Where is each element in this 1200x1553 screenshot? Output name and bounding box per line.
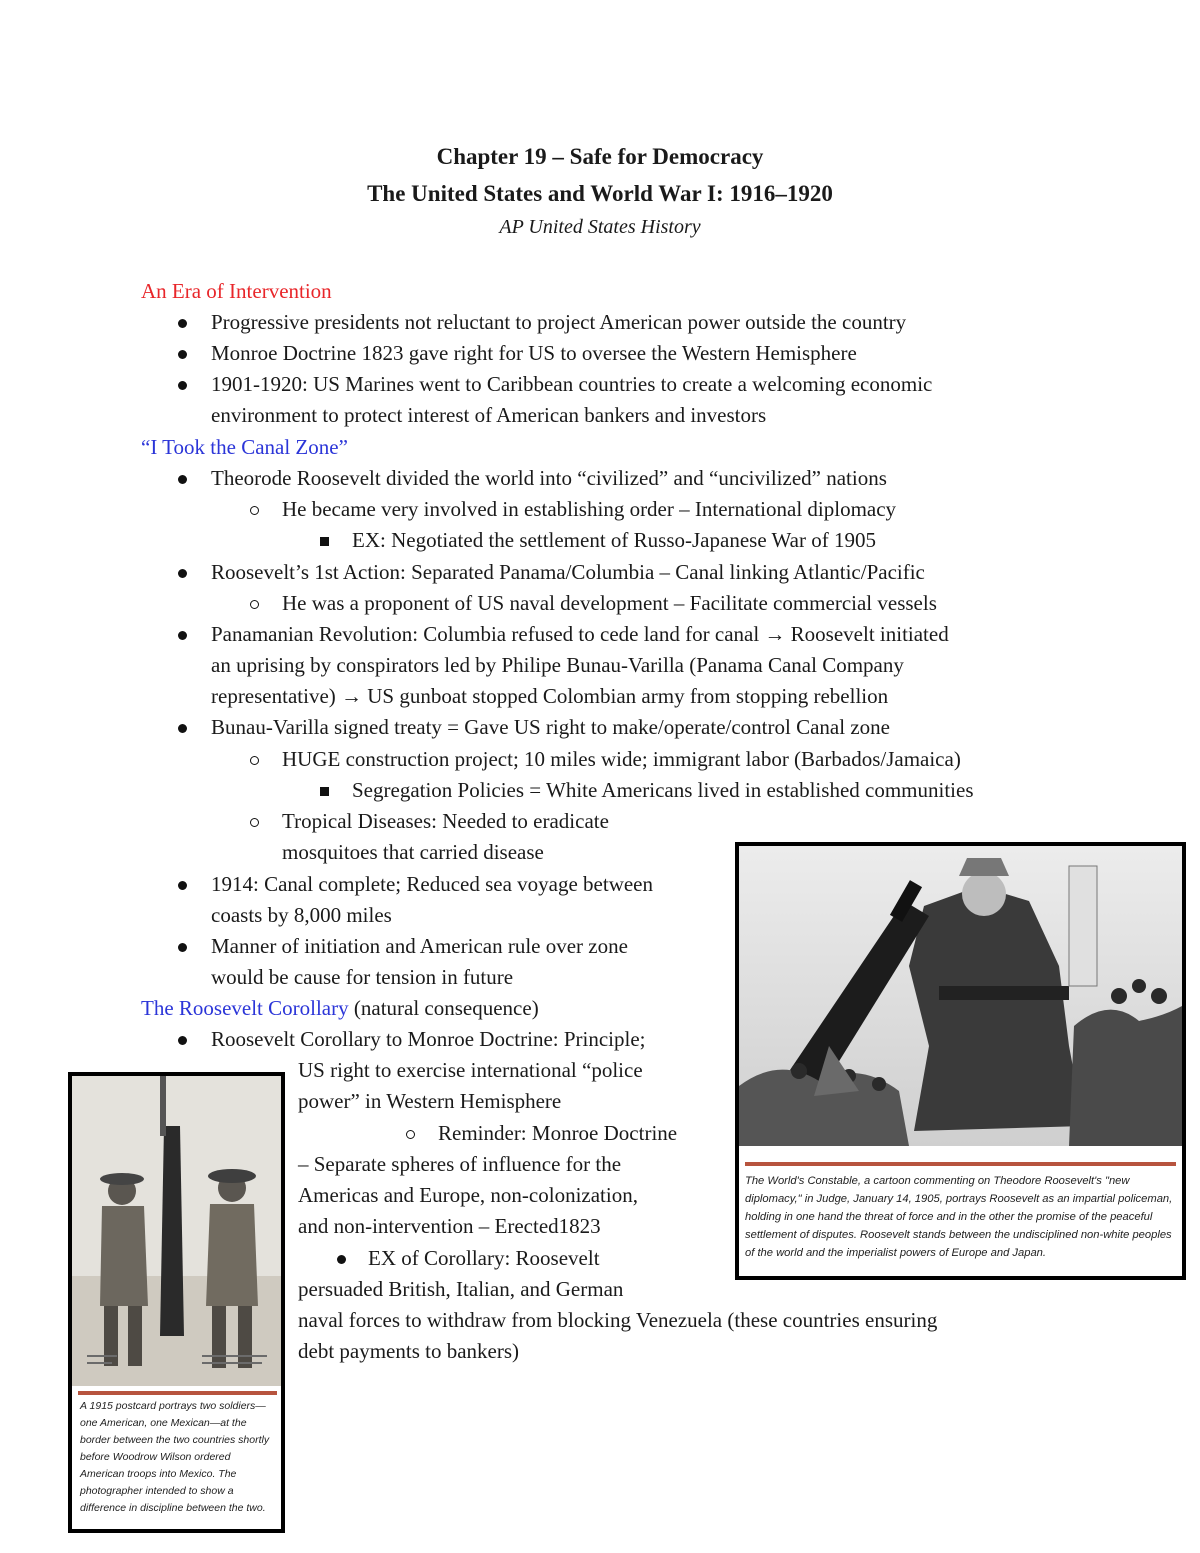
section-heading-era: An Era of Intervention (141, 279, 332, 303)
bullet-disc-icon (178, 569, 187, 578)
bullet-square-icon (320, 537, 329, 546)
page-subtitle: The United States and World War I: 1916–1920 (367, 181, 833, 206)
caption-divider (78, 1391, 277, 1395)
list-item: 1914: Canal complete; Reduced sea voyage between (211, 872, 654, 896)
bullet-circle-icon (250, 600, 259, 609)
list-item-continuation: debt payments to bankers) (298, 1339, 520, 1363)
section-heading-corollary: The Roosevelt Corollary (141, 996, 349, 1020)
bullet-square-icon (320, 787, 329, 796)
bullet-disc-icon (178, 724, 187, 733)
bullet-circle-icon (250, 818, 259, 827)
list-item-continuation: persuaded British, Italian, and German (298, 1277, 624, 1301)
list-item-continuation: power” in Western Hemisphere (298, 1089, 562, 1113)
bullet-disc-icon (178, 381, 187, 390)
list-item-continuation: mosquitoes that carried disease (282, 840, 544, 864)
list-item-continuation: – Separate spheres of influence for the (298, 1152, 622, 1176)
bullet-disc-icon (178, 475, 187, 484)
postcard-caption: A 1915 postcard portrays two soldiers—one American, one Mexican—at the border between the two countries shortly before Woodrow Wilson ordered American troops into Mexico. The photographer intended to show a difference in discipline between the two. (80, 1400, 270, 1514)
list-item: He became very involved in establishing order – International diplomacy (282, 497, 897, 521)
list-item-continuation: US right to exercise international “police (298, 1058, 643, 1082)
caption-divider (745, 1162, 1176, 1166)
list-item: Theorode Roosevelt divided the world into “civilized” and “uncivilized” nations (211, 466, 887, 490)
bullet-disc-icon (178, 319, 187, 328)
bullet-circle-icon (406, 1130, 415, 1139)
list-item: HUGE construction project; 10 miles wide; immigrant labor (Barbados/Jamaica) (282, 747, 961, 771)
list-item: Roosevelt’s 1st Action: Separated Panama/Columbia – Canal linking Atlantic/Pacific (211, 560, 925, 584)
list-item: Progressive presidents not reluctant to project American power outside the country (211, 310, 907, 334)
list-item: Roosevelt Corollary to Monroe Doctrine: Principle; (211, 1027, 646, 1051)
list-item: EX of Corollary: Roosevelt (368, 1246, 600, 1270)
list-item-continuation: coasts by 8,000 miles (211, 903, 392, 927)
bullet-disc-icon (178, 631, 187, 640)
list-item-continuation: representative) → US gunboat stopped Colombian army from stopping rebellion (211, 684, 889, 708)
cartoon-caption: The World's Constable, a cartoon commenting on Theodore Roosevelt's "new diplomacy," in Judge, January 14, 1905, portrays Roosevelt as an impartial policeman, holding in one hand the threat of force and in the other the promise of the peaceful settlement of disputes. Roosevelt stands between the undisciplined non-white peoples of the world and the imperialist powers of Europe and Japan. (745, 1175, 1173, 1259)
list-item-continuation: environment to protect interest of American bankers and investors (211, 403, 767, 427)
list-item: Monroe Doctrine 1823 gave right for US to oversee the Western Hemisphere (211, 341, 857, 365)
list-item: EX: Negotiated the settlement of Russo-Japanese War of 1905 (352, 528, 876, 552)
list-item: 1901-1920: US Marines went to Caribbean countries to create a welcoming economic (211, 372, 933, 396)
section-heading-canal: “I Took the Canal Zone” (141, 435, 348, 459)
list-item-continuation: and non-intervention – Erected1823 (298, 1214, 601, 1238)
postcard-image (72, 1076, 281, 1386)
list-item: Tropical Diseases: Needed to eradicate (282, 809, 609, 833)
bullet-circle-icon (250, 506, 259, 515)
list-item: Reminder: Monroe Doctrine (438, 1121, 678, 1145)
bullet-disc-icon (178, 943, 187, 952)
bullet-disc-icon (178, 350, 187, 359)
list-item: Segregation Policies = White Americans lived in established communities (352, 778, 974, 802)
list-item-continuation: would be cause for tension in future (211, 965, 514, 989)
bullet-disc-icon (178, 1036, 187, 1045)
course-name: AP United States History (499, 216, 701, 238)
bullet-disc-icon (178, 881, 187, 890)
cartoon-image (739, 846, 1182, 1146)
bullet-circle-icon (250, 756, 259, 765)
postcard-figure (68, 1072, 285, 1533)
section-heading-corollary-row (141, 993, 539, 1023)
section-heading-note: (natural consequence) (348, 996, 539, 1020)
list-item: Panamanian Revolution: Columbia refused to cede land for canal → Roosevelt initiated (211, 622, 949, 646)
list-item-continuation: naval forces to withdraw from blocking Venezuela (these countries ensuring (298, 1308, 938, 1332)
page-title: Chapter 19 – Safe for Democracy (436, 144, 764, 169)
cartoon-figure (735, 842, 1186, 1280)
list-item: Bunau-Varilla signed treaty = Gave US right to make/operate/control Canal zone (211, 715, 890, 739)
bullet-disc-icon (337, 1255, 346, 1264)
list-item-continuation: an uprising by conspirators led by Philipe Bunau-Varilla (Panama Canal Company (211, 653, 904, 677)
list-item: Manner of initiation and American rule over zone (211, 934, 628, 958)
list-item: He was a proponent of US naval development – Facilitate commercial vessels (282, 591, 937, 615)
list-item-continuation: Americas and Europe, non-colonization, (298, 1183, 638, 1207)
